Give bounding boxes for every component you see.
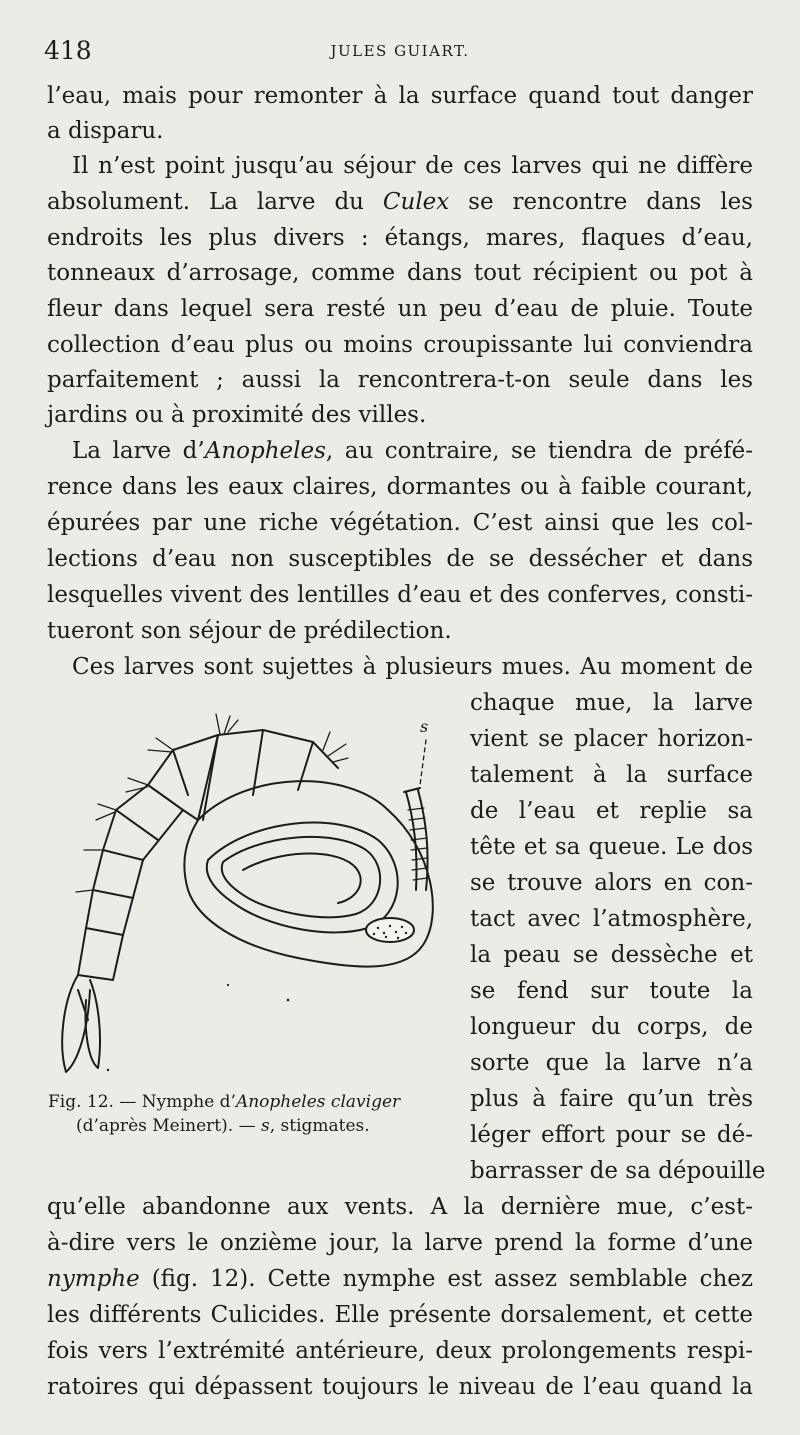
text-line — [72, 435, 753, 467]
text-line: tueront son séjour de prédilection. — [47, 618, 452, 644]
text-line: tact avec l’atmosphère, — [470, 906, 753, 932]
term-nymphe: nymphe — [47, 1266, 140, 1292]
text-line: se trouve alors en con- — [470, 870, 753, 896]
text-line: jardins ou à proximité des villes. — [47, 402, 427, 428]
text-line: vient se placer horizon- — [470, 726, 753, 752]
text-line: fleur dans lequel sera resté un peu d’eau de pluie. Toute — [47, 296, 753, 322]
caption-line — [48, 1114, 468, 1138]
page-header — [44, 36, 756, 66]
caption-text: Fig. 12. — Nymphe d’ — [48, 1092, 236, 1112]
text-line: la peau se dessèche et — [470, 942, 753, 968]
figure-12 — [48, 700, 468, 1136]
text-line: lections d’eau non susceptibles de se dessécher et dans — [47, 546, 753, 572]
running-head: JULES GUIART. — [330, 42, 470, 60]
caption-text: (d’après Meinert). — — [76, 1116, 261, 1136]
text-line: qu’elle abandonne aux vents. A la dernière mue, c’est- — [47, 1194, 753, 1220]
genus-name-culex: Culex — [382, 189, 450, 215]
text-line: fois vers l’extrémité antérieure, deux prolongements respi- — [47, 1338, 753, 1364]
text-line: collection d’eau plus ou moins croupissante lui conviendra — [47, 332, 753, 358]
text-line — [47, 1263, 753, 1295]
stigmata-label: s — [420, 717, 429, 736]
text-run: , au contraire, se tiendra de préfé- — [325, 438, 753, 464]
text-line: rence dans les eaux claires, dormantes ou à faible courant, — [47, 474, 753, 500]
text-line: Il n’est point jusqu’au séjour de ces larves qui ne diffère — [72, 153, 753, 179]
text-line: l’eau, mais pour remonter à la surface quand tout danger — [47, 83, 753, 109]
text-line: talement à la surface — [470, 762, 753, 788]
text-line: chaque mue, la larve — [470, 690, 753, 716]
caption-symbol-s: s — [260, 1116, 270, 1136]
text-line: plus à faire qu’un très — [470, 1086, 753, 1112]
figure-caption — [48, 1090, 468, 1138]
genus-name-anopheles: Anopheles — [204, 438, 326, 464]
text-line: se fend sur toute la — [470, 978, 753, 1004]
text-line: sorte que la larve n’a — [470, 1050, 753, 1076]
text-line: endroits les plus divers : étangs, mares, flaques d’eau, — [47, 225, 753, 251]
text-run: se rencontre dans les — [449, 189, 753, 215]
text-line: a disparu. — [47, 118, 164, 144]
text-line: Ces larves sont sujettes à plusieurs mues. Au moment de — [72, 654, 753, 680]
text-line: ratoires qui dépassent toujours le niveau de l’eau quand la — [47, 1374, 753, 1400]
caption-line — [48, 1090, 468, 1114]
text-line: les différents Culicides. Elle présente dorsalement, et cette — [47, 1302, 753, 1328]
caption-text: , stigmates. — [269, 1116, 370, 1136]
text-line: barrasser de sa dépouille — [470, 1158, 766, 1184]
text-line: tonneaux d’arrosage, comme dans tout récipient ou pot à — [47, 260, 753, 286]
text-line: longueur du corps, de — [470, 1014, 753, 1040]
text-line: de l’eau et replie sa — [470, 798, 753, 824]
text-line — [47, 186, 753, 218]
species-name: Anopheles claviger — [235, 1092, 401, 1112]
page-number: 418 — [44, 36, 92, 65]
text-run: La larve d’ — [72, 438, 205, 464]
text-line: à-dire vers le onzième jour, la larve prend la forme d’une — [47, 1230, 753, 1256]
nymph-illustration — [48, 700, 468, 1090]
text-line: lesquelles vivent des lentilles d’eau et des conferves, consti- — [47, 582, 753, 608]
text-run: (fig. 12). Cette nymphe est assez semblable chez — [139, 1266, 753, 1292]
text-line: parfaitement ; aussi la rencontrera-t-on seule dans les — [47, 367, 753, 393]
text-run: absolument. La larve du — [47, 189, 383, 215]
text-line: épurées par une riche végétation. C’est ainsi que les col- — [47, 510, 753, 536]
text-line: tête et sa queue. Le dos — [470, 834, 753, 860]
text-line: léger effort pour se dé- — [470, 1122, 753, 1148]
